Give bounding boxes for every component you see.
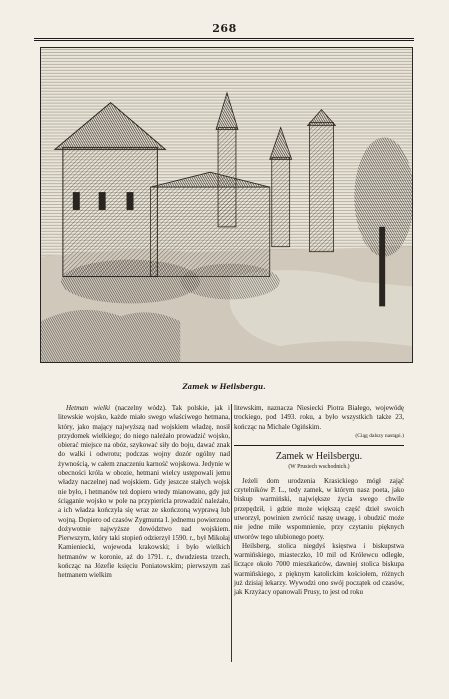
shrubs-center (180, 264, 279, 300)
header-rule (34, 38, 414, 39)
paragraph-hetman (58, 404, 230, 581)
tower-window (127, 192, 134, 210)
column-left (58, 404, 230, 581)
castle-wing (150, 187, 269, 276)
figure-caption: Zamek w Heilsbergu. (182, 382, 266, 391)
reeds-foreground (41, 310, 180, 362)
church-spire-right (272, 157, 290, 246)
paragraph-2: Heilsberg, stolica niegdyś księstwa i biskupstwa warmińskiego, miasteczko, 10 mil od Królewcu odległe, liczące około 7000 mieszkańców, dawniej stolica biskupa warmińskiego, z pięknym katolickim kościołem, różnych już dzisiaj lekarzy. Wywodzi ono swój początek od czasów, jak Krzyżacy opanowali Prusy, to jest od roku (234, 541, 404, 597)
lead-term: Hetman wielki (66, 404, 111, 412)
church-spire-left (218, 127, 236, 226)
castle-illustration (41, 48, 412, 362)
paragraph-body: (naczelny wódz). Tak polskie, jak i litewskie wojsko, każde miało swego właściwego hetmana, który, jako mający najwyższą nad wojskiem władzę, nosił przydomek wielkiego; do niego należało prowadzić wojsko, obierać miejsce na obóz, szykować siły do boju, dawać znak do walki i odwrotu; podczas wojny dozór ogólny nad żywnością, w całem znaczeniu karność wojskowa. Jedynie w obecności króla w obozie, hetmani wielcy ustępowali jemu władzy naczelnej nad wojskiem. Gdy jeszcze stałych wojsk nie było, i hetmanów też dopiero wtedy mianowano, gdy już ściąganie wojsko w pole na przypiericla prowadzić należało, a ich władza kończyła się wraz ze skończoną wyprawą lub wojną. Dopiero od czasów Zygmunta I. jednemu powierzono dożywotnie najwyższe dowództwo nad wojskiem. Pierwszym, który taki stopień odzierzył 1590. r., był Mikołaj Kamieniecki, wojewoda krakowski; i było wielkich hetmanów w koronie, aż do 1791. r., dwudziesta trzech, kończąc na Józefie księciu Poniatowskim; pierwszym zaś hetmanem wielkim (58, 404, 230, 580)
tower-window (73, 192, 80, 210)
paragraph-continuation: litewskim, naznacza Niesiecki Piotra Białego, wojewódę trockiego, pod 1493. roku, a było wszystkich także 23, kończąc na Michale Ogińskim. (234, 404, 404, 431)
section-rule (234, 445, 404, 446)
column-divider (231, 404, 232, 662)
paragraph-1: Jeżeli dom urodzenia Krasickiego mógł zająć czytelników P. L., tedy zamek, w którym nasz poeta, jako biskup warmiński, największe życia swego chwile przepędził, i gdzie może większą część dzieł swoich utworzył, powinien zwrócić naszę uwagę, i obudzić może nie jedne miłe wspomnienie, przy czytaniu pięknych utworów tego ulubionego poety. (234, 476, 404, 541)
tower-window (99, 192, 106, 210)
tree-trunk (379, 227, 385, 306)
continued-note: (Ciąg dalszy nastąpi.) (355, 432, 404, 439)
page-number: 268 (212, 22, 237, 35)
section-title: Zamek w Heilsbergu. (275, 451, 363, 463)
header-rule-double (34, 40, 414, 41)
castle-engraving (40, 47, 413, 363)
square-tower (310, 123, 334, 252)
column-right (234, 404, 404, 598)
section-subtitle: (W Prusiech wschodnich.) (288, 464, 350, 471)
round-tower (63, 147, 157, 276)
shrubs-left (61, 260, 200, 304)
